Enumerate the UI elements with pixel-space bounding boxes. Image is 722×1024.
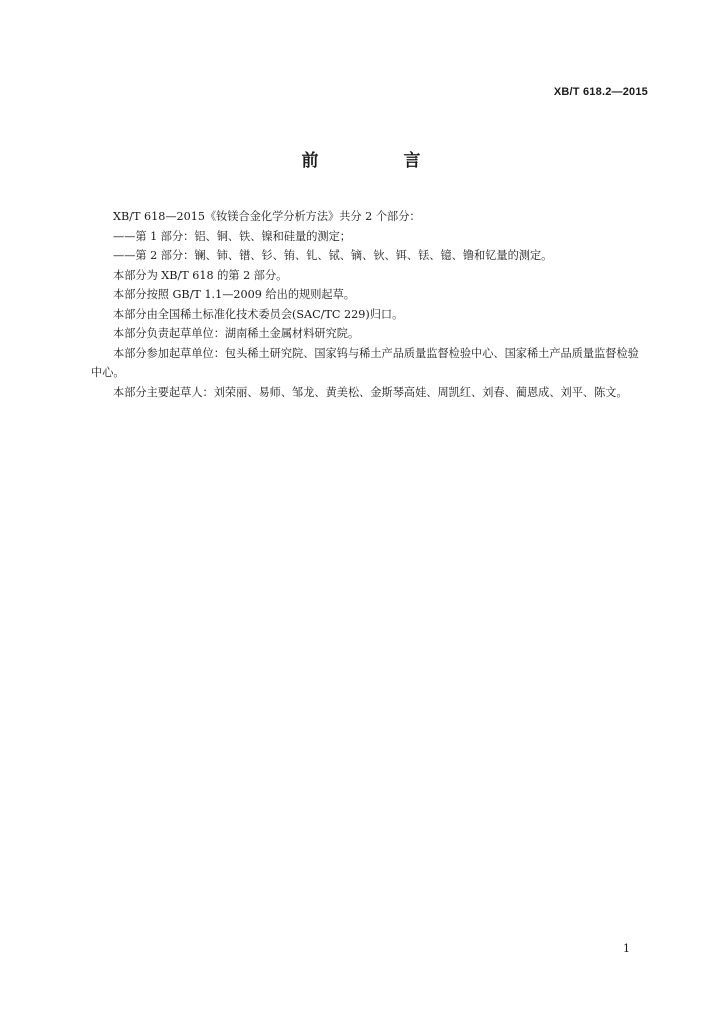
paragraph-drafting-rules: 本部分按照 GB/T 1.1—2009 给出的规则起草。	[113, 288, 355, 301]
paragraph-drafters: 本部分主要起草人：刘荣丽、易师、邹龙、黄美松、金斯琴高娃、周凯红、刘春、蔺恩成、刘平、陈文。	[113, 385, 628, 399]
paragraph-responsible-unit: 本部分负责起草单位：湖南稀土金属材料研究院。	[113, 327, 360, 340]
paragraph-parts-intro: XB/T 618—2015《钕镁合金化学分析方法》共分 2 个部分：	[113, 210, 421, 223]
paragraph-part-2: ——第 2 部分：镧、铈、镨、钐、铕、钆、铽、镝、钬、铒、铥、镱、镥和钇量的测定。	[113, 249, 553, 262]
paragraph-part-1: ——第 1 部分：铝、铜、铁、镍和硅量的测定；	[113, 229, 351, 243]
foreword-body	[91, 207, 643, 402]
standard-code-header: XB/T 618.2—2015	[553, 86, 648, 98]
page-number: 1	[623, 942, 630, 955]
paragraph-committee: 本部分由全国稀土标准化技术委员会(SAC/TC 229)归口。	[113, 307, 404, 321]
page-title: 前 言	[301, 151, 455, 171]
paragraph-this-part: 本部分为 XB/T 618 的第 2 部分。	[113, 268, 288, 282]
paragraph-participating-units: 本部分参加起草单位：包头稀土研究院、国家钨与稀土产品质量监督检验中心、国家稀土产品质量监督检验中心。	[91, 346, 639, 379]
